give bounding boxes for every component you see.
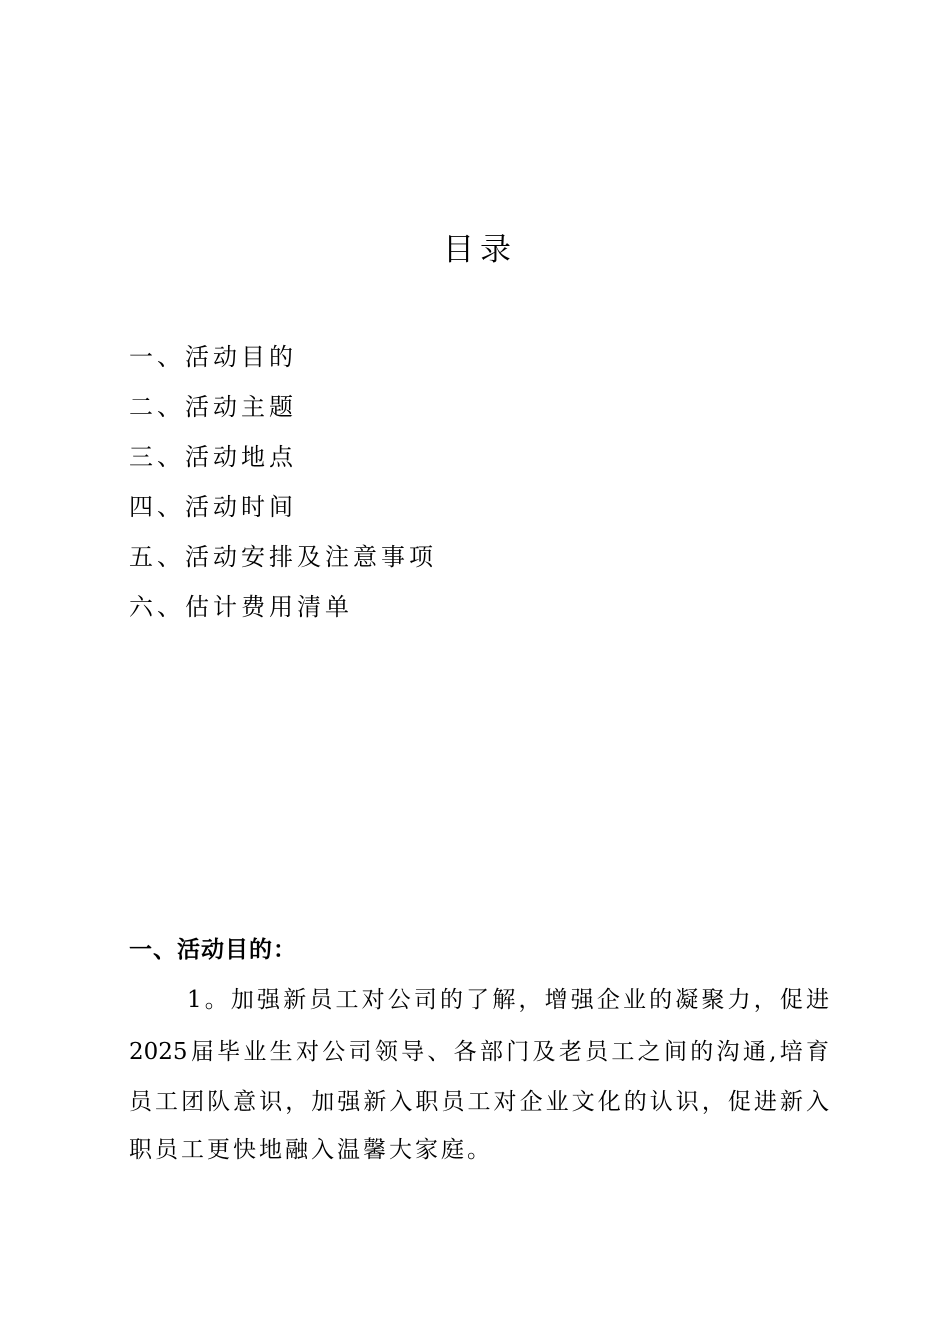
toc-list bbox=[129, 332, 437, 632]
toc-item: 四、活动时间 bbox=[129, 493, 297, 521]
section-heading: 一、活动目的： bbox=[129, 937, 297, 963]
toc-item: 五、活动安排及注意事项 bbox=[129, 543, 437, 571]
paragraph-line: 1。加强新员工对公司的了解，增强企业的凝聚力，促进 bbox=[187, 987, 829, 1013]
paragraph-line: 职员工更快地融入温馨大家庭。 bbox=[129, 1137, 493, 1163]
toc-title: 目录 bbox=[443, 232, 517, 268]
toc-item: 二、活动主题 bbox=[129, 393, 297, 421]
paragraph-line: 员工团队意识，加强新入职员工对企业文化的认识，促进新入 bbox=[129, 1089, 829, 1115]
toc-item: 六、估计费用清单 bbox=[129, 593, 353, 621]
toc-item: 一、活动目的 bbox=[129, 343, 297, 371]
paragraph-line: 2025届毕业生对公司领导、各部门及老员工之间的沟通,培育 bbox=[129, 1039, 829, 1065]
toc-item: 三、活动地点 bbox=[129, 443, 297, 471]
